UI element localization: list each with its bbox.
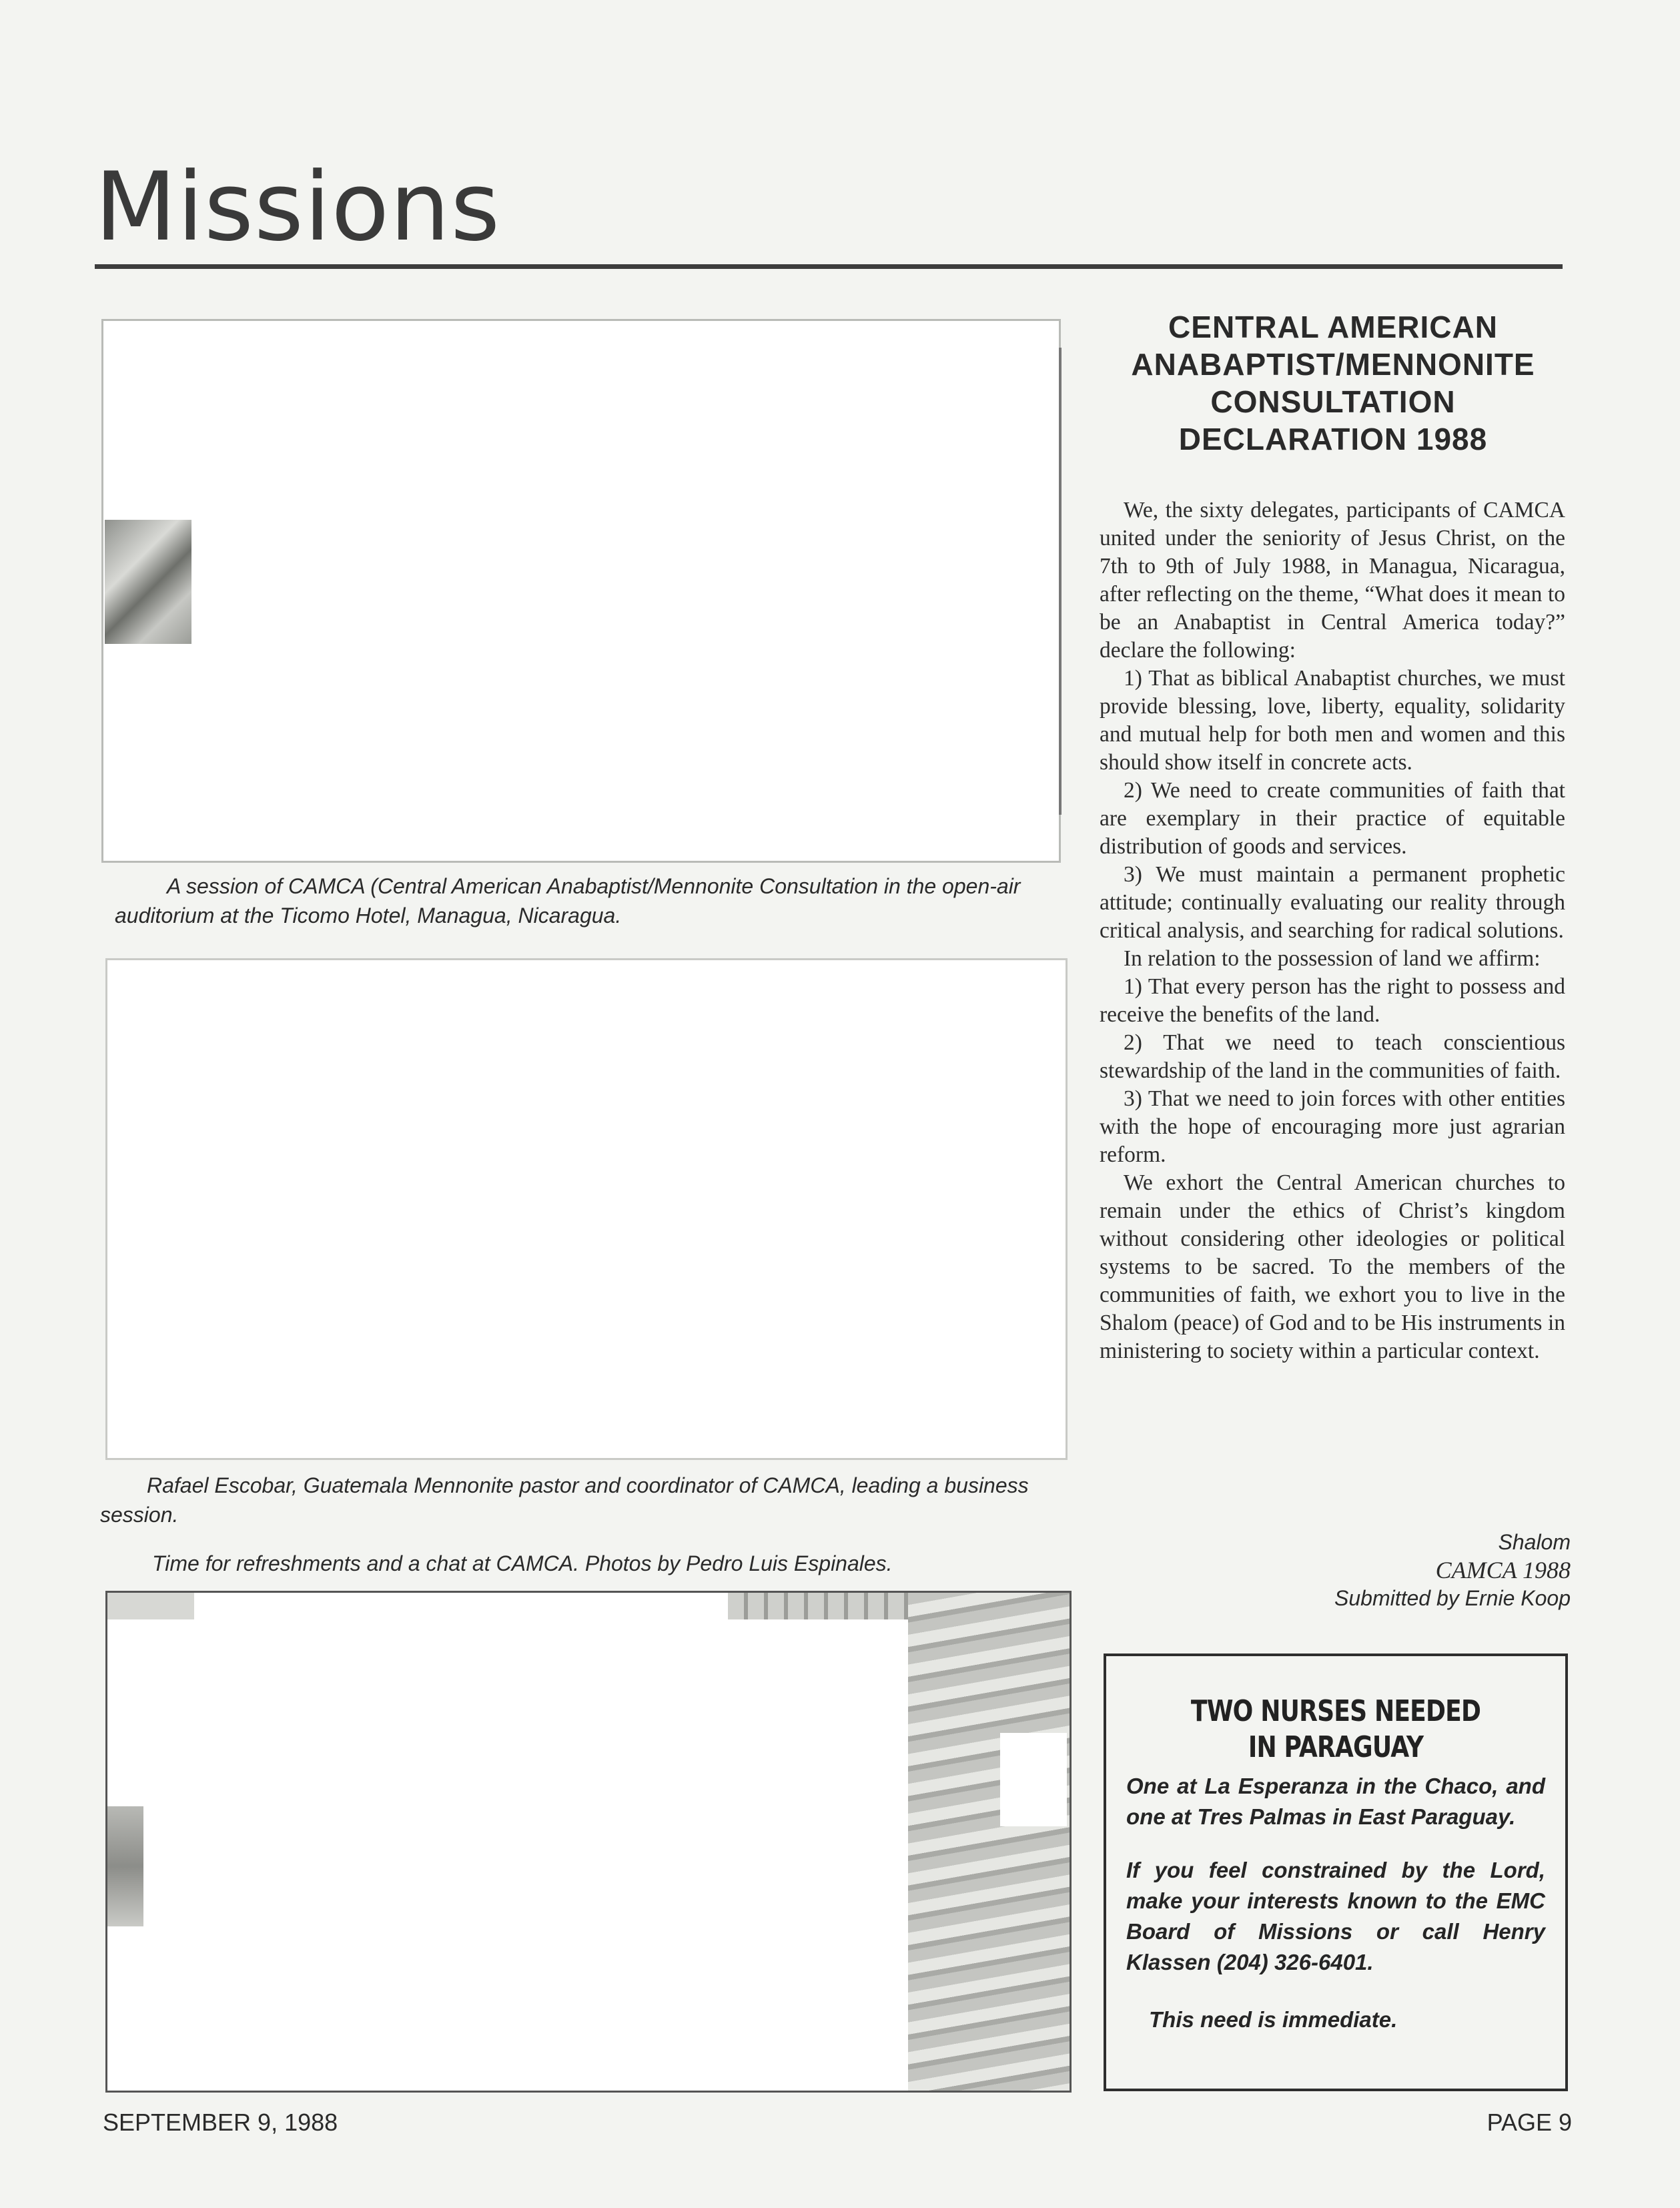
signature-shalom: Shalom — [1498, 1530, 1571, 1554]
section-title: Missions — [95, 152, 501, 262]
notice-title — [1164, 1694, 1508, 1766]
notice-paragraph-urgency: This need is immediate. — [1149, 2007, 1398, 2032]
photo-caption-3: Time for refreshments and a chat at CAMCA. Photos by Pedro Luis Espinales. — [152, 1551, 893, 1575]
declaration-paragraph: 3) That we need to join forces with other entities with the hope of encouraging more just agrarian reform. — [1100, 1086, 1565, 1167]
notice-paragraph-locations: One at La Esperanza in the Chaco, and one at Tres Palmas in East Paraguay. — [1126, 1774, 1545, 1829]
photo-refreshments — [105, 1591, 1072, 2093]
declaration-title-line: CONSULTATION — [1210, 384, 1456, 419]
notice-title-line2: IN PARAGUAY — [1248, 1730, 1424, 1764]
declaration-title-line: CENTRAL AMERICAN — [1168, 310, 1498, 344]
photo-caption-1: A session of CAMCA (Central American Anabaptist/Mennonite Consultation in the open-air auditorium at the Ticomo Hotel, Managua, Nicaragua. — [115, 874, 1021, 928]
declaration-body — [1100, 496, 1565, 1365]
declaration-paragraph: 1) That as biblical Anabaptist churches, we must provide blessing, love, liberty, equality, solidarity and mutual help for both men and women and this should show itself in concrete acts. — [1100, 666, 1565, 775]
declaration-paragraph: 3) We must maintain a permanent prophetic attitude; continually evaluating our reality through critical analysis, and searching for radical solutions. — [1100, 862, 1565, 943]
declaration-paragraph: 2) We need to create communities of faith that are exemplary in their practice of equitable distribution of goods and services. — [1100, 778, 1565, 859]
declaration-title-line: DECLARATION 1988 — [1178, 422, 1488, 456]
photo-fragment — [105, 520, 191, 644]
title-rule — [95, 264, 1563, 269]
nurses-notice-box — [1104, 1653, 1568, 2091]
photo-blank-area — [107, 1619, 908, 2091]
declaration-paragraph: 2) That we need to teach conscientious stewardship of the land in the communities of faith. — [1100, 1030, 1565, 1083]
photo-patch — [1000, 1733, 1067, 1826]
photo-edge — [1059, 348, 1062, 815]
footer-page-number: PAGE 9 — [1487, 2109, 1572, 2136]
photo-blank-top — [194, 1593, 728, 1633]
declaration-paragraph: We exhort the Central American churches to remain under the ethics of Christ’s kingdom without considering other ideologies or political systems to be sacred. To the members of the communities of faith, we exhort you to live in the Shalom (peace) of God and to be His instruments in ministering to society within a particular context. — [1100, 1170, 1565, 1363]
photo-texture — [908, 1593, 1070, 2091]
declaration-paragraph: We, the sixty delegates, participants of CAMCA united under the seniority of Jesus Christ, on the 7th to 9th of July 1988, in Managua, Nicaragua, after reflecting on the theme, “What does it mean to be an Anabaptist in Central America today?” declare the following: — [1100, 498, 1565, 663]
footer-date: SEPTEMBER 9, 1988 — [103, 2109, 338, 2136]
notice-paragraph-contact: If you feel constrained by the Lord, make your interests known to the EMC Board of Missions or call Henry Klassen (204) 326-6401. — [1126, 1858, 1545, 1974]
notice-title-line1: TWO NURSES NEEDED — [1190, 1694, 1481, 1728]
photo-left-fragment — [107, 1806, 143, 1926]
photo-camca-session — [101, 319, 1061, 863]
photo-business-session — [105, 958, 1068, 1460]
photo-caption-2: Rafael Escobar, Guatemala Mennonite pastor and coordinator of CAMCA, leading a business session. — [100, 1473, 1029, 1527]
declaration-paragraph: In relation to the possession of land we affirm: — [1124, 946, 1541, 971]
declaration-title — [1093, 308, 1573, 458]
signature-camca: CAMCA 1988 — [1435, 1557, 1571, 1583]
declaration-signature — [1334, 1528, 1571, 1612]
signature-submitted: Submitted by Ernie Koop — [1334, 1586, 1571, 1610]
declaration-paragraph: 1) That every person has the right to possess and receive the benefits of the land. — [1100, 974, 1565, 1027]
declaration-title-line: ANABAPTIST/MENNONITE — [1131, 347, 1535, 382]
